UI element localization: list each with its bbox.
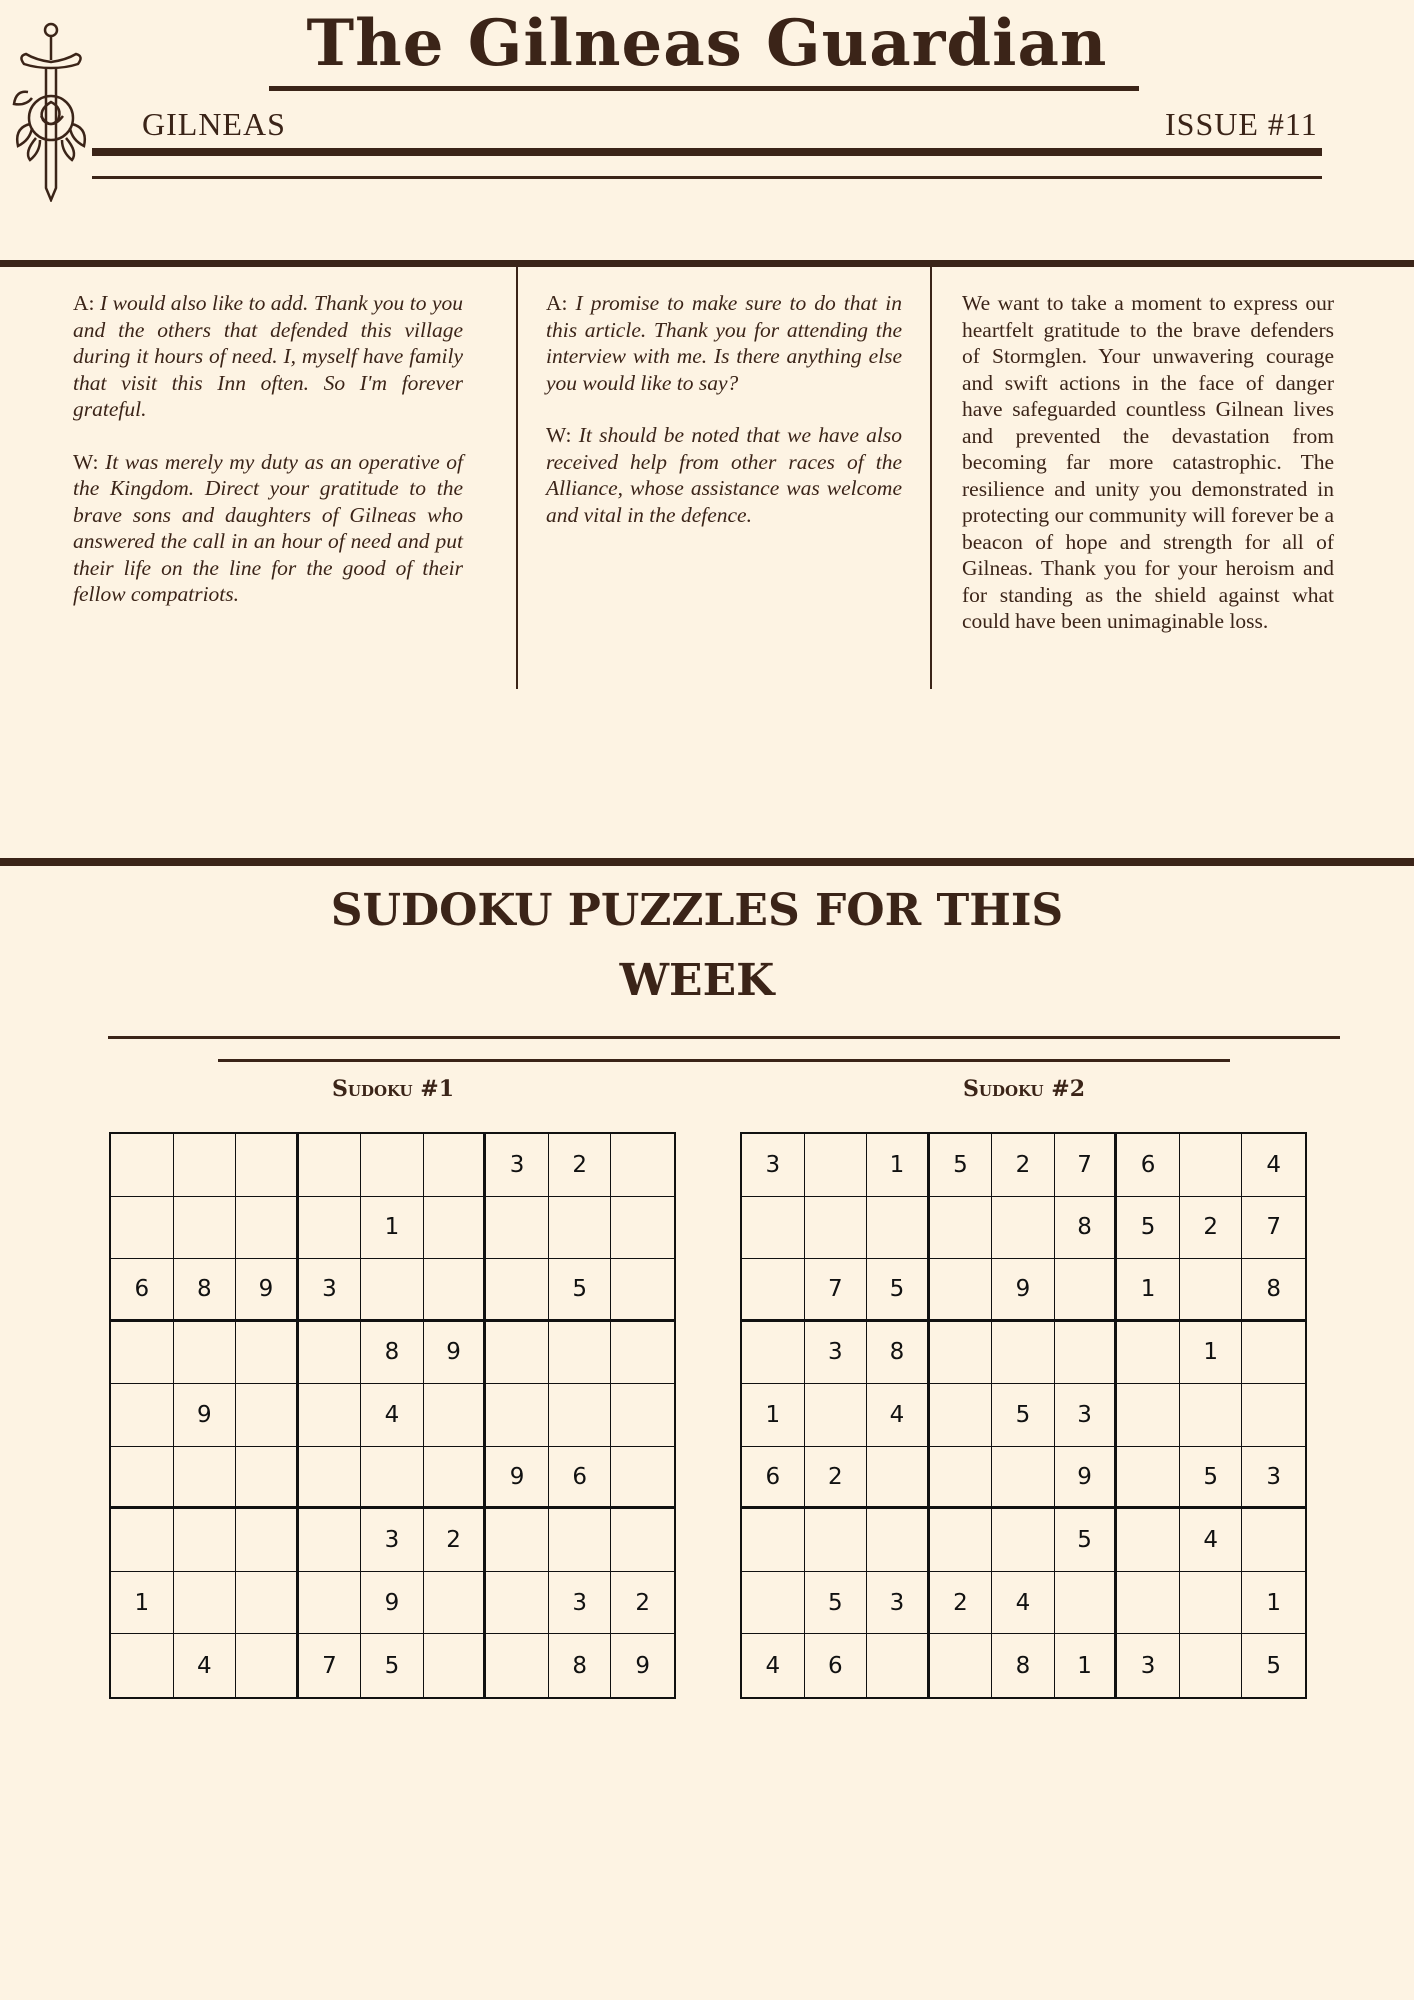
- sudoku-cell[interactable]: [236, 1509, 299, 1572]
- sudoku-cell[interactable]: [299, 1134, 362, 1197]
- sudoku-cell[interactable]: [1242, 1384, 1305, 1447]
- sudoku-cell[interactable]: 4: [174, 1634, 237, 1697]
- sudoku-cell[interactable]: [1180, 1134, 1243, 1197]
- sudoku-cell[interactable]: [111, 1197, 174, 1260]
- sudoku-cell[interactable]: [1117, 1572, 1180, 1635]
- sudoku-cell[interactable]: 3: [867, 1572, 930, 1635]
- sudoku-2-label: Sudoku #2: [962, 1076, 1086, 1102]
- sudoku-cell[interactable]: [174, 1197, 237, 1260]
- sudoku-cell[interactable]: [174, 1134, 237, 1197]
- column-divider: [516, 267, 518, 689]
- sudoku-cell[interactable]: [424, 1384, 487, 1447]
- sudoku-section-title: SUDOKU PUZZLES FOR THIS WEEK: [330, 885, 1064, 1006]
- sudoku-cell[interactable]: 5: [992, 1384, 1055, 1447]
- sudoku-cell[interactable]: 9: [174, 1384, 237, 1447]
- sudoku-cell[interactable]: [111, 1134, 174, 1197]
- sudoku-cell[interactable]: 3: [361, 1509, 424, 1572]
- sudoku-cell[interactable]: [805, 1134, 868, 1197]
- sudoku-cell[interactable]: [236, 1197, 299, 1260]
- sudoku-cell[interactable]: 3: [805, 1322, 868, 1385]
- sudoku-cell[interactable]: [805, 1384, 868, 1447]
- sudoku-cell[interactable]: [805, 1197, 868, 1260]
- sudoku-cell[interactable]: 1: [1180, 1322, 1243, 1385]
- sudoku-cell[interactable]: 4: [992, 1572, 1055, 1635]
- sudoku-cell[interactable]: 4: [742, 1634, 805, 1697]
- sudoku-1-grid: [109, 1132, 676, 1699]
- sudoku-cell[interactable]: 5: [1117, 1197, 1180, 1260]
- sudoku-cell[interactable]: 6: [742, 1447, 805, 1510]
- sudoku-cell[interactable]: 7: [805, 1259, 868, 1322]
- sudoku-cell[interactable]: 7: [299, 1634, 362, 1697]
- article-top-rule: [0, 260, 1414, 267]
- sudoku-cell[interactable]: [486, 1572, 549, 1635]
- sudoku-cell[interactable]: 3: [486, 1134, 549, 1197]
- sudoku-cell[interactable]: [1180, 1572, 1243, 1635]
- sudoku-cell[interactable]: [236, 1134, 299, 1197]
- sudoku-cell[interactable]: [1055, 1322, 1118, 1385]
- location-label: GILNEAS: [142, 106, 286, 142]
- sudoku-cell[interactable]: [611, 1322, 674, 1385]
- sudoku-cell[interactable]: 9: [486, 1447, 549, 1510]
- article-column-1: [73, 290, 463, 634]
- sudoku-cell[interactable]: [1117, 1384, 1180, 1447]
- sudoku-cell[interactable]: 9: [992, 1259, 1055, 1322]
- sudoku-cell[interactable]: [930, 1322, 993, 1385]
- sudoku-cell[interactable]: [174, 1322, 237, 1385]
- sudoku-cell[interactable]: [867, 1447, 930, 1510]
- sudoku-cell[interactable]: [992, 1509, 1055, 1572]
- sudoku-cell[interactable]: 9: [236, 1259, 299, 1322]
- sudoku-cell[interactable]: 9: [635, 1652, 651, 1679]
- sudoku-cell[interactable]: 3: [742, 1134, 805, 1197]
- sudoku-cell[interactable]: 3: [1242, 1447, 1305, 1510]
- sudoku-cell[interactable]: 1: [1055, 1634, 1118, 1697]
- sudoku-cell[interactable]: [742, 1259, 805, 1322]
- sudoku-cell[interactable]: 5: [361, 1634, 424, 1697]
- sudoku-cell[interactable]: 8: [867, 1322, 930, 1385]
- sudoku-cell[interactable]: [174, 1572, 237, 1635]
- sudoku-cell[interactable]: 8: [1242, 1259, 1305, 1322]
- sudoku-cell[interactable]: [867, 1634, 930, 1697]
- sudoku-cell[interactable]: [299, 1447, 362, 1510]
- sudoku-cell[interactable]: 2: [1180, 1197, 1243, 1260]
- sudoku-cell[interactable]: 8: [1055, 1197, 1118, 1260]
- sudoku-cell[interactable]: [111, 1447, 174, 1510]
- sudoku-cell[interactable]: [1180, 1259, 1243, 1322]
- article-paragraph: W: It was merely my duty as an operative of the Kingdom. Direct your gratitude to the brave sons and daughters of Gilneas who answered the call in an hour of need and put their life on the line for the good of their fellow compatriots.: [73, 449, 463, 606]
- sudoku-cell[interactable]: [1117, 1447, 1180, 1510]
- sudoku-cell[interactable]: [486, 1634, 549, 1697]
- sudoku-cell[interactable]: [299, 1384, 362, 1447]
- sudoku-cell[interactable]: [299, 1572, 362, 1635]
- sudoku-cell[interactable]: [361, 1447, 424, 1510]
- sudoku-cell[interactable]: [236, 1384, 299, 1447]
- sudoku-cell[interactable]: 2: [992, 1134, 1055, 1197]
- sudoku-cell[interactable]: [236, 1447, 299, 1510]
- sudoku-cell[interactable]: 5: [1266, 1652, 1282, 1679]
- sudoku-top-rule: [0, 858, 1414, 866]
- sudoku-cell[interactable]: [174, 1509, 237, 1572]
- sudoku-cell[interactable]: 4: [867, 1384, 930, 1447]
- sudoku-cell[interactable]: 9: [361, 1572, 424, 1635]
- sudoku-cell[interactable]: [930, 1509, 993, 1572]
- sudoku-cell[interactable]: 1: [867, 1134, 930, 1197]
- sudoku-cell[interactable]: [361, 1259, 424, 1322]
- sudoku-cell[interactable]: [992, 1447, 1055, 1510]
- sudoku-cell[interactable]: 8: [549, 1634, 612, 1697]
- sudoku-cell[interactable]: [424, 1634, 487, 1697]
- sudoku-cell[interactable]: 2: [611, 1572, 674, 1635]
- sudoku-cell[interactable]: [930, 1384, 993, 1447]
- sudoku-cell[interactable]: [611, 1197, 674, 1260]
- sudoku-cell[interactable]: [611, 1259, 674, 1322]
- sudoku-cell[interactable]: 3: [1055, 1384, 1118, 1447]
- masthead-rule-thick: [92, 148, 1322, 156]
- sudoku-cell[interactable]: 6: [111, 1259, 174, 1322]
- sudoku-cell[interactable]: [111, 1634, 174, 1697]
- sudoku-cell[interactable]: [111, 1322, 174, 1385]
- sudoku-cell[interactable]: 3: [1117, 1634, 1180, 1697]
- article-paragraph: W: It should be noted that we have also received help from other races of the Alliance, whose assistance was welcome and vital in the defence.: [546, 423, 902, 527]
- sudoku-1-label: Sudoku #1: [331, 1076, 455, 1102]
- sudoku-cell[interactable]: 2: [549, 1134, 612, 1197]
- sudoku-cell[interactable]: 7: [1242, 1197, 1305, 1260]
- sudoku-cell[interactable]: [611, 1509, 674, 1572]
- sudoku-cell[interactable]: [486, 1384, 549, 1447]
- sudoku-cell[interactable]: [424, 1447, 487, 1510]
- sudoku-cell[interactable]: [236, 1322, 299, 1385]
- sudoku-cell[interactable]: [486, 1509, 549, 1572]
- sudoku-cell[interactable]: 4: [1242, 1134, 1305, 1197]
- sudoku-cell[interactable]: [611, 1384, 674, 1447]
- sudoku-cell[interactable]: [1242, 1509, 1305, 1572]
- sudoku-cell[interactable]: 6: [805, 1634, 868, 1697]
- sudoku-cell[interactable]: [236, 1572, 299, 1635]
- sudoku-cell[interactable]: [1117, 1322, 1180, 1385]
- sudoku-cell[interactable]: [486, 1259, 549, 1322]
- sudoku-cell[interactable]: [299, 1197, 362, 1260]
- sudoku-cell[interactable]: [992, 1197, 1055, 1260]
- sudoku-cell[interactable]: [1180, 1384, 1243, 1447]
- sudoku-cell[interactable]: [549, 1322, 612, 1385]
- sudoku-cell[interactable]: [930, 1634, 993, 1697]
- sudoku-cell[interactable]: [1117, 1509, 1180, 1572]
- sudoku-cell[interactable]: [174, 1447, 237, 1510]
- sudoku-cell[interactable]: [424, 1572, 487, 1635]
- sudoku-cell[interactable]: [930, 1447, 993, 1510]
- sudoku-cell[interactable]: [549, 1197, 612, 1260]
- sudoku-cell[interactable]: [424, 1197, 487, 1260]
- sudoku-cell[interactable]: 1: [1242, 1572, 1305, 1635]
- article-paragraph: A: I would also like to add. Thank you to you and the others that defended this village during it hours of need. I, myself have family that visit this Inn often. So I'm forever grateful.: [73, 291, 463, 421]
- sudoku-cell[interactable]: 3: [299, 1259, 362, 1322]
- sudoku-cell[interactable]: [111, 1509, 174, 1572]
- sudoku-cell[interactable]: [742, 1322, 805, 1385]
- sudoku-cell[interactable]: 1: [361, 1197, 424, 1260]
- sudoku-cell[interactable]: 8: [992, 1634, 1055, 1697]
- sudoku-cell[interactable]: 9: [424, 1322, 487, 1385]
- sudoku-cell[interactable]: [236, 1634, 299, 1697]
- sudoku-cell[interactable]: 5: [1180, 1447, 1243, 1510]
- sudoku-cell[interactable]: 4: [361, 1384, 424, 1447]
- sudoku-cell[interactable]: 9: [1055, 1447, 1118, 1510]
- sudoku-cell[interactable]: [805, 1509, 868, 1572]
- article-paragraph: We want to take a moment to express our heartfelt gratitude to the brave defenders of Stormglen. Your unwavering courage and swift actions in the face of danger have safeguarded countless Gilnean lives and prevented the devastation from becoming far more catastrophic. The resilience and unity you demonstrated in protecting our community will forever be a beacon of hope and strength for all of Gilneas. Thank you for your heroism and for standing as the shield against what could have been unimaginable loss.: [962, 291, 1334, 633]
- sudoku-cell[interactable]: 8: [361, 1322, 424, 1385]
- masthead-title: The Gilneas Guardian: [306, 6, 1108, 81]
- article-column-2: [546, 290, 902, 554]
- sudoku-cell[interactable]: [361, 1134, 424, 1197]
- sudoku-cell[interactable]: [299, 1322, 362, 1385]
- sudoku-cell[interactable]: [424, 1134, 487, 1197]
- sudoku-cell[interactable]: 7: [1055, 1134, 1118, 1197]
- sudoku-cell[interactable]: 2: [805, 1447, 868, 1510]
- sudoku-cell[interactable]: 2: [424, 1509, 487, 1572]
- sudoku-cell[interactable]: 5: [867, 1259, 930, 1322]
- sudoku-cell[interactable]: [486, 1322, 549, 1385]
- sudoku-cell[interactable]: [867, 1509, 930, 1572]
- sudoku-cell[interactable]: 1: [742, 1384, 805, 1447]
- sudoku-cell[interactable]: 5: [805, 1572, 868, 1635]
- sudoku-cell[interactable]: [299, 1509, 362, 1572]
- masthead-rule-thin: [92, 176, 1322, 179]
- sudoku-cell[interactable]: [1180, 1634, 1243, 1697]
- sudoku-rule-lower: [218, 1059, 1230, 1062]
- sudoku-cell[interactable]: 1: [1117, 1259, 1180, 1322]
- sudoku-cell[interactable]: 6: [1117, 1134, 1180, 1197]
- masthead-underline: [269, 86, 1139, 91]
- sudoku-cell[interactable]: 5: [549, 1259, 612, 1322]
- article-column-3: [962, 290, 1334, 661]
- issue-number: ISSUE #11: [1165, 106, 1318, 142]
- sudoku-cell[interactable]: 5: [930, 1134, 993, 1197]
- sudoku-cell[interactable]: 4: [1180, 1509, 1243, 1572]
- sudoku-cell[interactable]: [549, 1384, 612, 1447]
- sudoku-cell[interactable]: [742, 1572, 805, 1635]
- sudoku-cell[interactable]: [742, 1509, 805, 1572]
- sudoku-cell[interactable]: 2: [930, 1572, 993, 1635]
- sudoku-cell[interactable]: [742, 1197, 805, 1260]
- column-divider: [930, 267, 932, 689]
- sudoku-cell[interactable]: [930, 1259, 993, 1322]
- sudoku-cell[interactable]: [486, 1197, 549, 1260]
- sudoku-cell[interactable]: [1055, 1572, 1118, 1635]
- sudoku-cell[interactable]: [1055, 1259, 1118, 1322]
- sudoku-cell[interactable]: [867, 1197, 930, 1260]
- sudoku-2-grid: [740, 1132, 1307, 1699]
- sudoku-cell[interactable]: [611, 1447, 674, 1510]
- sudoku-cell[interactable]: 5: [1055, 1509, 1118, 1572]
- sudoku-rule-upper: [108, 1036, 1340, 1039]
- sudoku-cell[interactable]: 1: [111, 1572, 174, 1635]
- sudoku-cell[interactable]: 8: [174, 1259, 237, 1322]
- sudoku-cell[interactable]: [111, 1384, 174, 1447]
- sudoku-cell[interactable]: [549, 1509, 612, 1572]
- sudoku-cell[interactable]: [1242, 1322, 1305, 1385]
- sudoku-cell[interactable]: [992, 1322, 1055, 1385]
- sudoku-cell[interactable]: 6: [549, 1447, 612, 1510]
- sudoku-cell[interactable]: [930, 1197, 993, 1260]
- sudoku-cell[interactable]: [424, 1259, 487, 1322]
- sudoku-cell[interactable]: [611, 1134, 674, 1197]
- sudoku-cell[interactable]: 3: [549, 1572, 612, 1635]
- article-paragraph: A: I promise to make sure to do that in this article. Thank you for attending the interview with me. Is there anything else you would like to say?: [546, 291, 902, 395]
